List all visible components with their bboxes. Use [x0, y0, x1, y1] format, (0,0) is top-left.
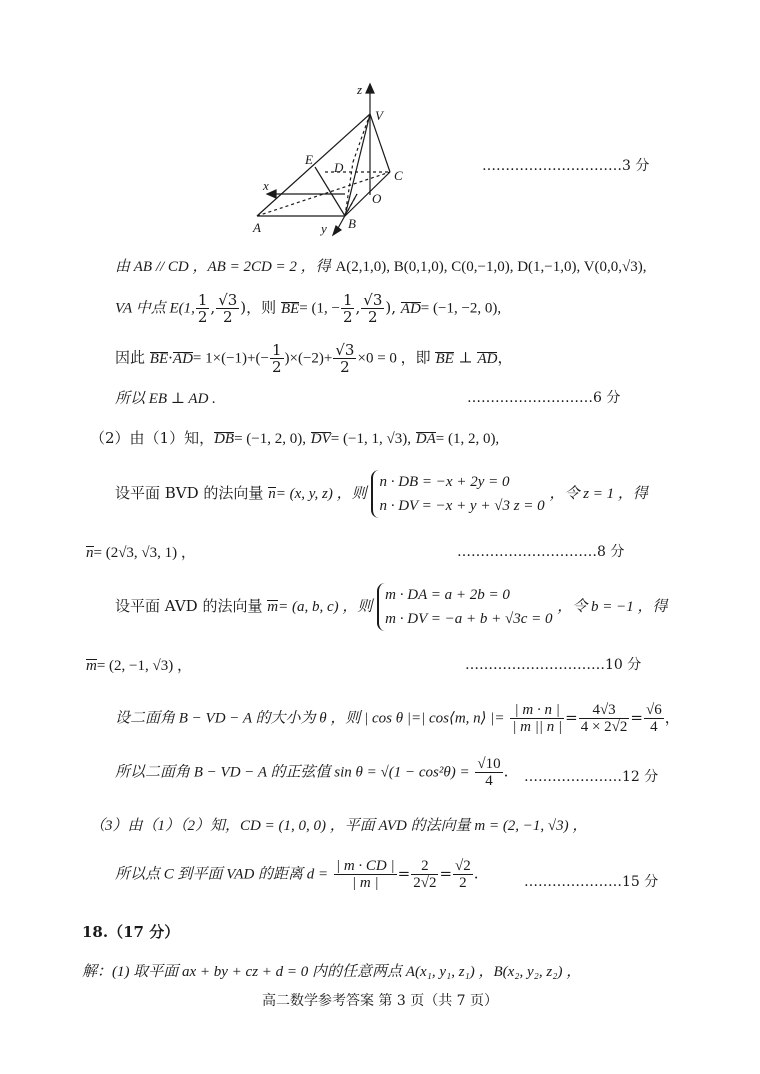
frac-num: √10: [477, 756, 501, 772]
p2-line1: [90, 427, 499, 448]
frac-num: √2: [455, 858, 471, 874]
label-e: E: [305, 152, 313, 167]
n-equation-2: n · DV = −x + y + √3 z = 0: [379, 498, 545, 514]
score-6: ………………………6 分: [467, 390, 621, 406]
p1-line3-c: )×(−2)+: [284, 350, 333, 367]
p1-line4: 所以 EB ⊥ AD .: [115, 391, 216, 407]
perp-symbol: ⊥: [458, 348, 473, 367]
vector-da-value: = (1, 2, 0),: [435, 431, 500, 447]
m-result: = (2, −1, √3) ，: [96, 658, 192, 674]
p1-line1-a: 由 AB // CD ，AB = 2CD = 2 ，得: [115, 259, 331, 275]
frac-num: | m · n |: [510, 702, 564, 719]
vector-da: DA: [415, 431, 436, 447]
cos-text: 设二面角 B − VD − A 的大小为 θ ，则 | cos θ |=| cos⟨m, n⟩ |=: [115, 710, 505, 727]
label-y: y: [321, 221, 327, 236]
n-tail: ，令 z = 1 ，得: [549, 486, 648, 502]
vector-be: BE: [149, 350, 169, 367]
frac-num: √6: [646, 702, 662, 718]
p1-line3-b: = 1×(−1)+(−: [192, 350, 269, 367]
frac-num: | m · CD |: [335, 858, 395, 874]
label-b: B: [348, 216, 356, 231]
vector-dv: DV: [310, 431, 331, 447]
frac-num: √3: [363, 291, 383, 309]
p1-line3-a: 因此: [115, 348, 146, 367]
m-value: = (a, b, c) ，则: [278, 599, 373, 615]
frac-den: 2√2: [413, 875, 437, 891]
frac-cos-3: [644, 702, 664, 735]
frac-num: 4√3: [579, 702, 630, 719]
equals: =: [397, 864, 411, 883]
p2-line1-a: （2）由（1）知，: [90, 429, 215, 447]
m-result-line: [86, 654, 192, 675]
frac-dist-1: [334, 858, 397, 891]
frac-den: | m |: [352, 875, 379, 891]
vector-ad: AD: [477, 350, 498, 367]
p1-line2-d: = (1, −: [299, 300, 340, 317]
vector-m: m: [86, 658, 97, 674]
frac-sqrt3-half: [361, 292, 384, 325]
equals: =: [630, 708, 643, 727]
m-intro: 设平面 AVD 的法向量: [115, 597, 263, 615]
n-equation-system: [371, 470, 544, 518]
frac-num: √3: [335, 341, 355, 359]
frac-den: 2: [271, 358, 282, 376]
frac-den: 2: [342, 308, 353, 326]
vector-db-value: = (−1, 2, 0),: [234, 431, 307, 447]
m-tail: ，令 b = −1 ，得: [557, 599, 668, 615]
score-3: …………………………3 分: [482, 158, 650, 174]
vector-db: DB: [214, 431, 235, 447]
m-equation-1: m · DA = a + 2b = 0: [385, 587, 510, 603]
frac-sqrt3-half: [333, 342, 356, 375]
sin-text: 所以二面角 B − VD − A 的正弦值 sin θ = √(1 − cos²θ) =: [115, 764, 470, 781]
p1-line3: 因此 BE·AD= 1×(−1)+(− $\frac{1}{2}$ )×(−2)+ $\frac{√3}{2}$ ×0 = 0 ，即 BE ⊥ AD，: [115, 341, 513, 376]
m-equation-2: m · DV = −a + b + √3c = 0: [385, 611, 553, 627]
score-15: …………………15 分: [524, 874, 659, 890]
label-a: A: [253, 220, 261, 235]
p2-n-system: [115, 470, 648, 518]
n-value: = (x, y, z) ，则: [275, 486, 367, 502]
frac-den: 2: [222, 308, 233, 326]
vector-n: n: [86, 545, 94, 561]
frac-dist-2: [411, 858, 438, 891]
score-8: …………………………8 分: [457, 544, 625, 560]
label-c: C: [394, 168, 403, 183]
m-equation-system: [377, 583, 552, 631]
vector-ad: AD: [172, 350, 193, 367]
score-10: …………………………10 分: [465, 657, 642, 673]
frac-den: 2: [459, 875, 467, 891]
frac-half: [341, 292, 355, 325]
label-v: V: [375, 108, 383, 123]
frac-dist-3: [453, 858, 473, 891]
equals: =: [439, 864, 453, 883]
frac-cos-1: [510, 702, 564, 735]
score-12: …………………12 分: [524, 769, 659, 785]
geometry-figure: [245, 80, 425, 240]
p1-line2-b: )，则: [240, 298, 277, 317]
p3-line2: 所以点 C 到平面 VAD 的距离 d = $\frac{| m \cdot CD |}{| m |}$ = $\frac{2}{2√2}$ = $\frac{√2}{2}$ .: [115, 858, 479, 891]
p1-line2-a: VA 中点 E(1,: [115, 300, 195, 317]
frac-den: 4: [650, 719, 658, 735]
q18-line: 解：(1) 取平面 ax + by + cz + d = 0 内的任意两点 A(x₁, y₁, z₁) ，B(x₂, y₂, z₂) ，: [82, 964, 582, 980]
label-o: O: [372, 191, 382, 206]
frac-half: [196, 292, 210, 325]
vector-be: BE: [435, 350, 454, 367]
n-result: = (2√3, √3, 1) ，: [93, 545, 196, 561]
vector-m: m: [267, 599, 279, 615]
p1-line3-d: ×0 = 0 ，即: [357, 350, 431, 367]
frac-den: | m || n |: [512, 719, 563, 735]
frac-den: 4 × 2√2: [580, 719, 628, 735]
frac-den: 2: [197, 308, 208, 326]
frac-num: 1: [197, 291, 208, 309]
p2-m-system: [115, 583, 668, 631]
pyramid-diagram: [245, 80, 425, 240]
p1-line2: VA 中点 E(1, $\frac{1}{2}$ , $\frac{√3}{2}$ )，则 BE= (1, − $\frac{1}{2}$ , $\frac{√3}{2}$ ), AD= (−1, −2, 0),: [115, 291, 502, 326]
frac-half: [270, 342, 284, 375]
cos-line: 设二面角 B − VD − A 的大小为 θ ，则 | cos θ |=| cos⟨m, n⟩ |= $\frac{| m \cdot n |}{| m || n |}$ = $\frac{4√3}{4 \times 2√2}$ = $\frac{√6}{4}$ ，: [115, 702, 680, 735]
vector-dv-value: = (−1, 1, √3),: [330, 431, 411, 447]
frac-num: 2: [411, 858, 438, 875]
frac-num: 1: [271, 341, 282, 359]
equals: =: [565, 708, 578, 727]
label-d: D: [334, 160, 344, 175]
frac-num: 1: [342, 291, 353, 309]
frac-den: 2: [340, 358, 350, 376]
n-equation-1: n · DB = −x + 2y = 0: [379, 474, 510, 490]
vector-ad: AD: [400, 300, 421, 317]
frac-cos-2: [579, 702, 630, 735]
vector-be: BE: [280, 300, 300, 317]
page-footer: 高二数学参考答案 第 3 页（共 7 页）: [261, 993, 499, 1009]
frac-den: 4: [485, 773, 493, 789]
frac-den: 2: [368, 308, 378, 326]
label-x: x: [263, 178, 269, 193]
distance-text: 所以点 C 到平面 VAD 的距离 d =: [115, 866, 329, 883]
sin-line: 所以二面角 B − VD − A 的正弦值 sin θ = √(1 − cos²θ) = $\frac{√10}{4}$ .: [115, 756, 509, 789]
frac-sqrt3-half: [216, 292, 239, 325]
vector-n: n: [268, 486, 276, 502]
p1-line2-e: ),: [385, 298, 396, 317]
n-intro: 设平面 BVD 的法向量: [115, 484, 264, 502]
label-z: z: [357, 82, 363, 97]
frac-sin: [475, 756, 502, 789]
q18-title: 18.（17 分）: [82, 923, 180, 941]
p1-line1: [115, 255, 647, 276]
p1-line2-g: = (−1, −2, 0),: [420, 300, 502, 317]
n-result-line: [86, 541, 196, 562]
frac-num: √3: [218, 291, 238, 309]
p3-line1: （3）由（1）（2）知，CD = (1, 0, 0) ，平面 AVD 的法向量 m = (2, −1, √3) ，: [90, 818, 588, 834]
p1-line1-b: A(2,1,0), B(0,1,0), C(0,−1,0), D(1,−1,0), V(0,0,√3),: [335, 259, 647, 275]
